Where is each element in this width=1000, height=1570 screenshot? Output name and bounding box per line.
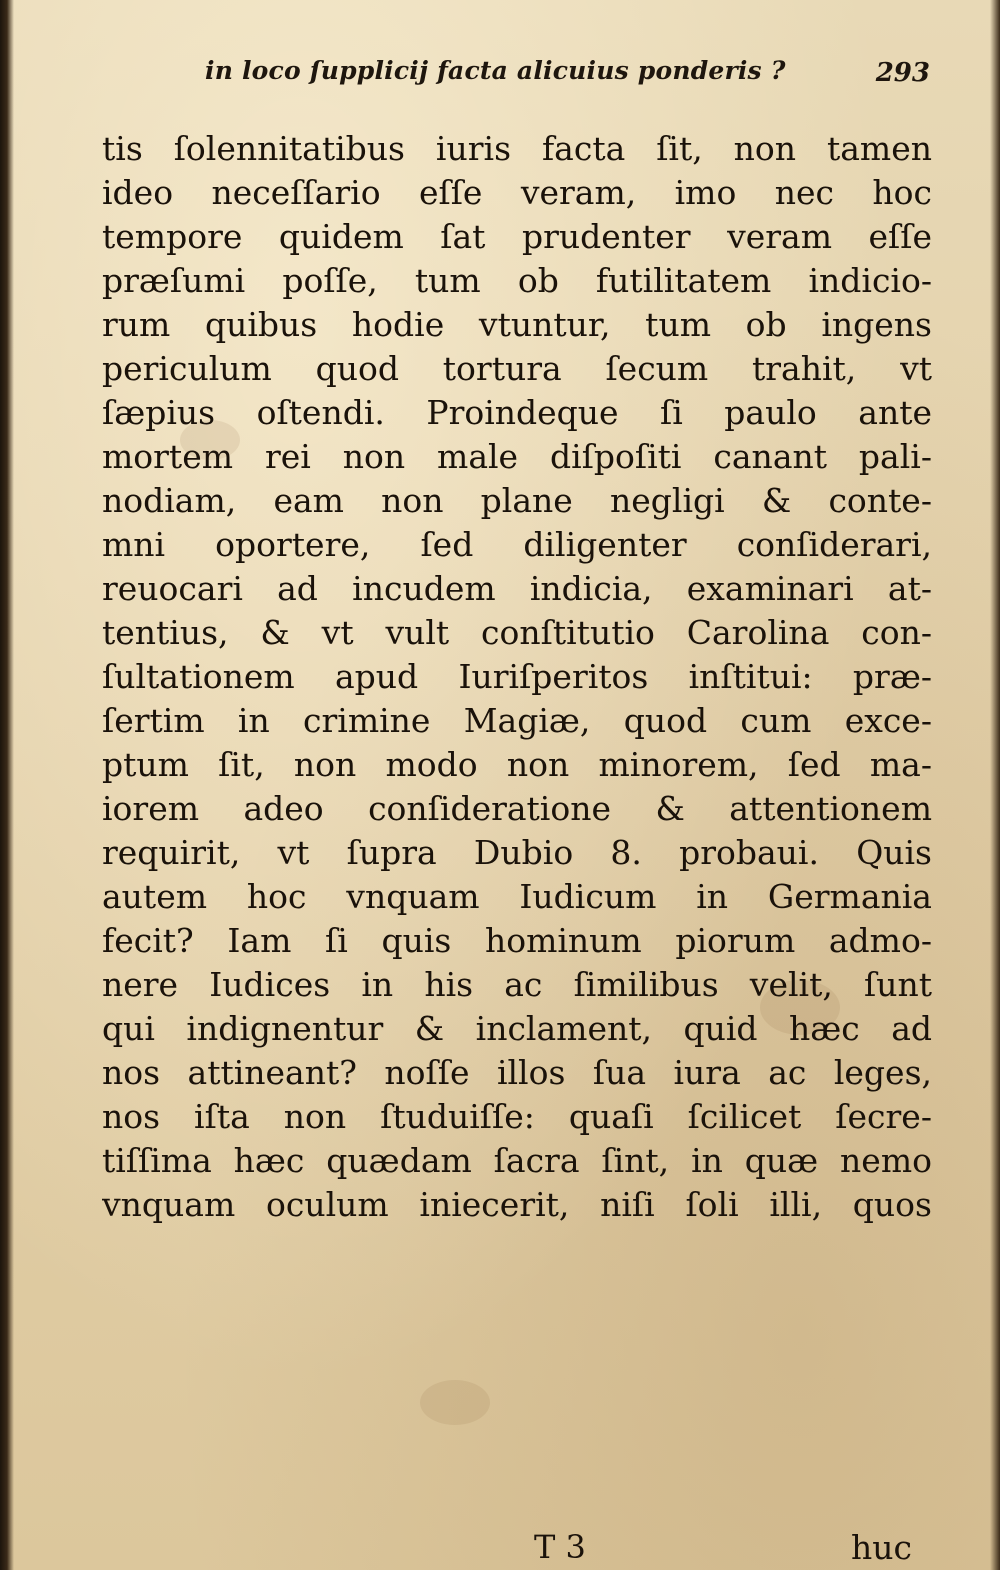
page-footer: [102, 1528, 912, 1570]
text-line: nos iſta non ſtuduiſſe: quaſi ſcilicet ſecre-: [102, 1097, 932, 1136]
binding-shadow-left: [0, 0, 14, 1570]
text-line: ideo neceſſario eſſe veram, imo nec hoc: [102, 173, 932, 212]
text-line: ſertim in crimine Magiæ, quod cum exce-: [102, 701, 932, 740]
text-line: mortem rei non male diſpoſiti canant pali-: [102, 437, 932, 476]
text-line: periculum quod tortura ſecum trahit, vt: [102, 349, 932, 388]
signature-mark: T 3: [534, 1528, 586, 1566]
running-title: in loco ſupplicij facta alicuius ponderis ?: [205, 56, 786, 85]
text-line: iorem adeo conſideratione & attentionem: [102, 789, 932, 828]
text-line: ſæpius oſtendi. Proindeque ſi paulo ante: [102, 393, 932, 432]
text-line: tentius, & vt vult conſtitutio Carolina con-: [102, 613, 932, 652]
text-line: nodiam, eam non plane negligi & conte-: [102, 481, 932, 520]
text-line: vnquam oculum iniecerit, niſi ſoli illi, quos: [102, 1185, 932, 1224]
page-number: 293: [875, 58, 930, 88]
page-edge-right: [990, 0, 1000, 1570]
body-text: [102, 127, 932, 1227]
text-line: tis ſolennitatibus iuris facta ſit, non tamen: [102, 129, 932, 168]
text-line: reuocari ad incudem indicia, examinari at-: [102, 569, 932, 608]
text-line: ſultationem apud Iuriſperitos inſtitui: præ-: [102, 657, 932, 696]
text-line: mni oportere, ſed diligenter conſiderari,: [102, 525, 932, 564]
text-line: tiſſima hæc quædam ſacra ſint, in quæ nemo: [102, 1141, 932, 1180]
text-line: qui indignentur & inclament, quid hæc ad: [102, 1009, 932, 1048]
text-line: rum quibus hodie vtuntur, tum ob ingens: [102, 305, 932, 344]
running-head: [205, 50, 930, 100]
text-line: fecit? Iam ſi quis hominum piorum admo-: [102, 921, 932, 960]
text-line: nos attineant? noſſe illos ſua iura ac leges,: [102, 1053, 932, 1092]
paper-stain: [420, 1380, 490, 1425]
catchword: huc: [851, 1528, 912, 1567]
text-line: ptum ſit, non modo non minorem, ſed ma-: [102, 745, 932, 784]
text-line: præſumi poſſe, tum ob futilitatem indicio-: [102, 261, 932, 300]
text-line: requirit, vt ſupra Dubio 8. probaui. Quis: [102, 833, 932, 872]
text-line: autem hoc vnquam Iudicum in Germania: [102, 877, 932, 916]
text-line: nere Iudices in his ac ſimilibus velit, ſunt: [102, 965, 932, 1004]
text-line: tempore quidem ſat prudenter veram eſſe: [102, 217, 932, 256]
